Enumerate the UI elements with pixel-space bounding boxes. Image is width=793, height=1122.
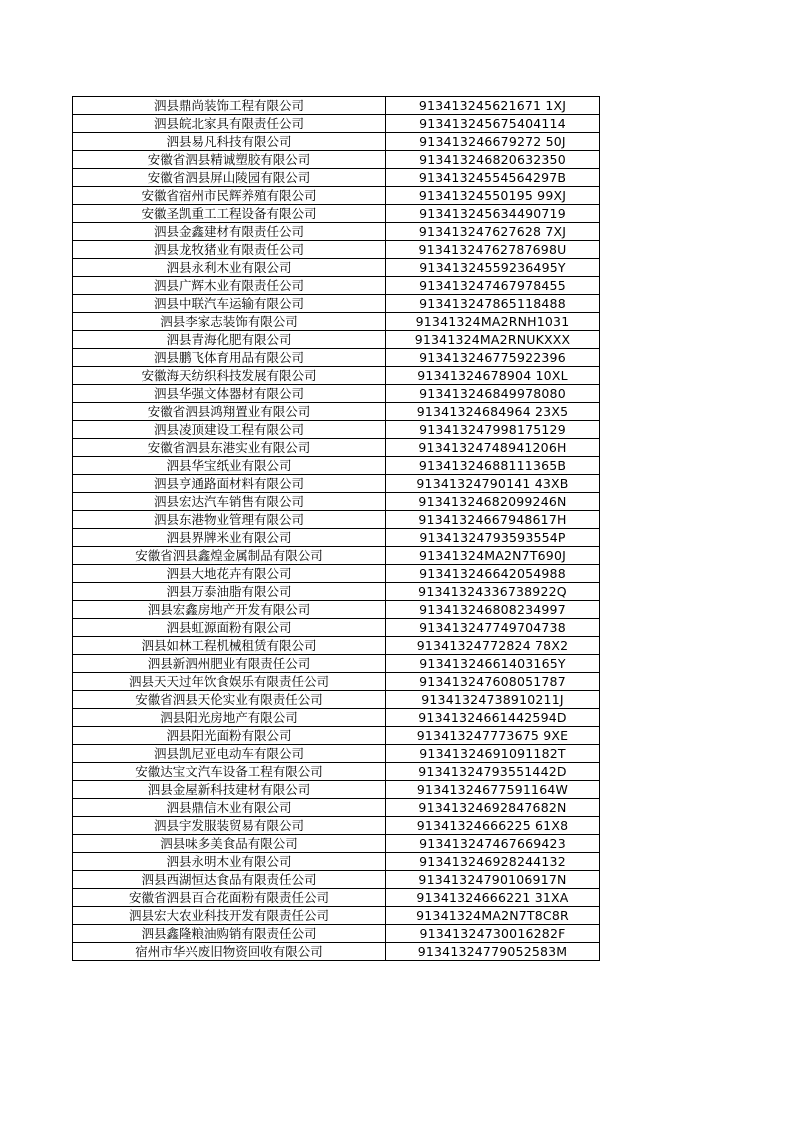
- table-row: [73, 817, 600, 835]
- credit-code-cell: 91341324559236495Y: [386, 259, 600, 277]
- company-name-cell: 安徽省泗县东港实业有限公司: [73, 439, 386, 457]
- credit-code-cell: 91341324738910211J: [386, 691, 600, 709]
- company-name-cell: 泗县宏大农业科技开发有限责任公司: [73, 907, 386, 925]
- table-row: [73, 511, 600, 529]
- table-row: [73, 169, 600, 187]
- credit-code-cell: 91341324779052583M: [386, 943, 600, 961]
- table-row: [73, 295, 600, 313]
- credit-code-cell: 91341324677591164W: [386, 781, 600, 799]
- company-name-cell: 泗县天天过年饮食娱乐有限责任公司: [73, 673, 386, 691]
- credit-code-cell: 913413245675404114: [386, 115, 600, 133]
- company-name-cell: 泗县新泗州肥业有限责任公司: [73, 655, 386, 673]
- table-row: [73, 313, 600, 331]
- company-name-cell: 泗县大地花卉有限公司: [73, 565, 386, 583]
- company-name-cell: 安徽达宝文汽车设备工程有限公司: [73, 763, 386, 781]
- company-name-cell: 安徽海天纺织科技发展有限公司: [73, 367, 386, 385]
- company-name-cell: 泗县宏达汽车销售有限公司: [73, 493, 386, 511]
- credit-code-cell: 913413246679272 50J: [386, 133, 600, 151]
- credit-code-cell: 91341324682099246N: [386, 493, 600, 511]
- table-row: [73, 151, 600, 169]
- credit-code-cell: 91341324793551442D: [386, 763, 600, 781]
- company-name-cell: 泗县亨通路面材料有限公司: [73, 475, 386, 493]
- credit-code-cell: 913413245634490719: [386, 205, 600, 223]
- credit-code-cell: 91341324667948617H: [386, 511, 600, 529]
- credit-code-cell: 91341324550195 99XJ: [386, 187, 600, 205]
- company-name-cell: 泗县鼎信木业有限公司: [73, 799, 386, 817]
- company-name-cell: 泗县虹源面粉有限公司: [73, 619, 386, 637]
- table-row: [73, 187, 600, 205]
- credit-code-cell: 91341324MA2N7T8C8R: [386, 907, 600, 925]
- company-name-cell: 泗县鑫隆粮油购销有限责任公司: [73, 925, 386, 943]
- credit-code-cell: 91341324790106917N: [386, 871, 600, 889]
- company-name-cell: 泗县华强文体器材有限公司: [73, 385, 386, 403]
- table-row: [73, 223, 600, 241]
- company-name-cell: 安徽省泗县鸿翔置业有限公司: [73, 403, 386, 421]
- credit-code-cell: 91341324336738922Q: [386, 583, 600, 601]
- credit-code-cell: 91341324MA2RNH1031: [386, 313, 600, 331]
- company-name-cell: 泗县西湖恒达食品有限责任公司: [73, 871, 386, 889]
- company-name-cell: 泗县皖北家具有限责任公司: [73, 115, 386, 133]
- table-row: [73, 331, 600, 349]
- table-row: [73, 709, 600, 727]
- table-row: [73, 853, 600, 871]
- credit-code-cell: 913413245621671 1XJ: [386, 97, 600, 115]
- company-credit-code-table: [72, 96, 600, 961]
- credit-code-cell: 913413246820632350: [386, 151, 600, 169]
- company-name-cell: 泗县易凡科技有限公司: [73, 133, 386, 151]
- table-row: [73, 439, 600, 457]
- credit-code-cell: 913413247998175129: [386, 421, 600, 439]
- credit-code-cell: 91341324554564297B: [386, 169, 600, 187]
- company-name-cell: 安徽省泗县屏山陵园有限公司: [73, 169, 386, 187]
- credit-code-cell: 913413247608051787: [386, 673, 600, 691]
- credit-code-cell: 913413247749704738: [386, 619, 600, 637]
- table-row: [73, 493, 600, 511]
- table-row: [73, 277, 600, 295]
- table-row: [73, 655, 600, 673]
- credit-code-cell: 913413246775922396: [386, 349, 600, 367]
- table-row: [73, 475, 600, 493]
- company-name-cell: 泗县味多美食品有限公司: [73, 835, 386, 853]
- table-row: [73, 691, 600, 709]
- credit-code-cell: 91341324666221 31XA: [386, 889, 600, 907]
- table-row: [73, 601, 600, 619]
- table-row: [73, 781, 600, 799]
- credit-code-cell: 913413246808234997: [386, 601, 600, 619]
- company-name-cell: 安徽省泗县天伦实业有限责任公司: [73, 691, 386, 709]
- company-name-cell: 泗县青海化肥有限公司: [73, 331, 386, 349]
- company-name-cell: 安徽省泗县百合花面粉有限责任公司: [73, 889, 386, 907]
- credit-code-cell: 913413246928244132: [386, 853, 600, 871]
- credit-code-cell: 91341324678904 10XL: [386, 367, 600, 385]
- table-row: [73, 565, 600, 583]
- company-name-cell: 泗县中联汽车运输有限公司: [73, 295, 386, 313]
- table-row: [73, 619, 600, 637]
- table-row: [73, 871, 600, 889]
- company-name-cell: 泗县阳光房地产有限公司: [73, 709, 386, 727]
- table-row: [73, 673, 600, 691]
- credit-code-cell: 91341324772824 78X2: [386, 637, 600, 655]
- table-row: [73, 943, 600, 961]
- company-name-cell: 泗县华宝纸业有限公司: [73, 457, 386, 475]
- table-row: [73, 835, 600, 853]
- table-row: [73, 97, 600, 115]
- table-row: [73, 403, 600, 421]
- company-name-cell: 安徽省泗县精诚塑胶有限公司: [73, 151, 386, 169]
- company-name-cell: 宿州市华兴废旧物资回收有限公司: [73, 943, 386, 961]
- credit-code-cell: 91341324790141 43XB: [386, 475, 600, 493]
- company-name-cell: 泗县永利木业有限公司: [73, 259, 386, 277]
- company-name-cell: 泗县鼎尚装饰工程有限公司: [73, 97, 386, 115]
- table-row: [73, 241, 600, 259]
- credit-code-cell: 91341324762787698U: [386, 241, 600, 259]
- credit-code-cell: 91341324793593554P: [386, 529, 600, 547]
- table-row: [73, 745, 600, 763]
- table-row: [73, 133, 600, 151]
- credit-code-cell: 91341324730016282F: [386, 925, 600, 943]
- company-name-cell: 泗县凌顶建设工程有限公司: [73, 421, 386, 439]
- credit-code-cell: 91341324691091182T: [386, 745, 600, 763]
- company-name-cell: 泗县万泰油脂有限公司: [73, 583, 386, 601]
- credit-code-cell: 91341324661403165Y: [386, 655, 600, 673]
- credit-code-cell: 913413247773675 9XE: [386, 727, 600, 745]
- credit-code-cell: 91341324MA2N7T690J: [386, 547, 600, 565]
- company-name-cell: 安徽省泗县鑫煌金属制品有限公司: [73, 547, 386, 565]
- company-name-cell: 泗县凯尼亚电动车有限公司: [73, 745, 386, 763]
- credit-code-cell: 913413246642054988: [386, 565, 600, 583]
- company-name-cell: 泗县鹏飞体育用品有限公司: [73, 349, 386, 367]
- table-row: [73, 367, 600, 385]
- table-row: [73, 637, 600, 655]
- company-name-cell: 泗县界牌米业有限公司: [73, 529, 386, 547]
- credit-code-cell: 913413247467669423: [386, 835, 600, 853]
- table-row: [73, 457, 600, 475]
- credit-code-cell: 913413247865118488: [386, 295, 600, 313]
- table-row: [73, 907, 600, 925]
- company-name-cell: 泗县东港物业管理有限公司: [73, 511, 386, 529]
- company-name-cell: 泗县阳光面粉有限公司: [73, 727, 386, 745]
- credit-code-cell: 913413247467978455: [386, 277, 600, 295]
- credit-code-cell: 91341324MA2RNUKXXX: [386, 331, 600, 349]
- company-name-cell: 泗县宇发服装贸易有限公司: [73, 817, 386, 835]
- company-name-cell: 泗县金鑫建材有限责任公司: [73, 223, 386, 241]
- table-row: [73, 925, 600, 943]
- credit-code-cell: 91341324692847682N: [386, 799, 600, 817]
- table-row: [73, 529, 600, 547]
- table-row: [73, 799, 600, 817]
- company-name-cell: 泗县李家志装饰有限公司: [73, 313, 386, 331]
- table-row: [73, 259, 600, 277]
- table-row: [73, 583, 600, 601]
- table-row: [73, 115, 600, 133]
- table-row: [73, 421, 600, 439]
- company-name-cell: 泗县龙牧猪业有限责任公司: [73, 241, 386, 259]
- table-row: [73, 763, 600, 781]
- table-row: [73, 727, 600, 745]
- table-row: [73, 889, 600, 907]
- credit-code-cell: 91341324748941206H: [386, 439, 600, 457]
- table-body: [73, 97, 600, 961]
- table-row: [73, 385, 600, 403]
- company-name-cell: 泗县金屋新科技建材有限公司: [73, 781, 386, 799]
- company-name-cell: 泗县广辉木业有限责任公司: [73, 277, 386, 295]
- credit-code-cell: 913413246849978080: [386, 385, 600, 403]
- company-name-cell: 安徽圣凯重工工程设备有限公司: [73, 205, 386, 223]
- table-row: [73, 547, 600, 565]
- credit-code-cell: 913413247627628 7XJ: [386, 223, 600, 241]
- credit-code-cell: 91341324684964 23X5: [386, 403, 600, 421]
- table-row: [73, 205, 600, 223]
- company-name-cell: 泗县永明木业有限公司: [73, 853, 386, 871]
- credit-code-cell: 91341324661442594D: [386, 709, 600, 727]
- company-name-cell: 安徽省宿州市民辉养殖有限公司: [73, 187, 386, 205]
- company-name-cell: 泗县如林工程机械租赁有限公司: [73, 637, 386, 655]
- credit-code-cell: 91341324688111365B: [386, 457, 600, 475]
- credit-code-cell: 91341324666225 61X8: [386, 817, 600, 835]
- company-name-cell: 泗县宏鑫房地产开发有限公司: [73, 601, 386, 619]
- table-row: [73, 349, 600, 367]
